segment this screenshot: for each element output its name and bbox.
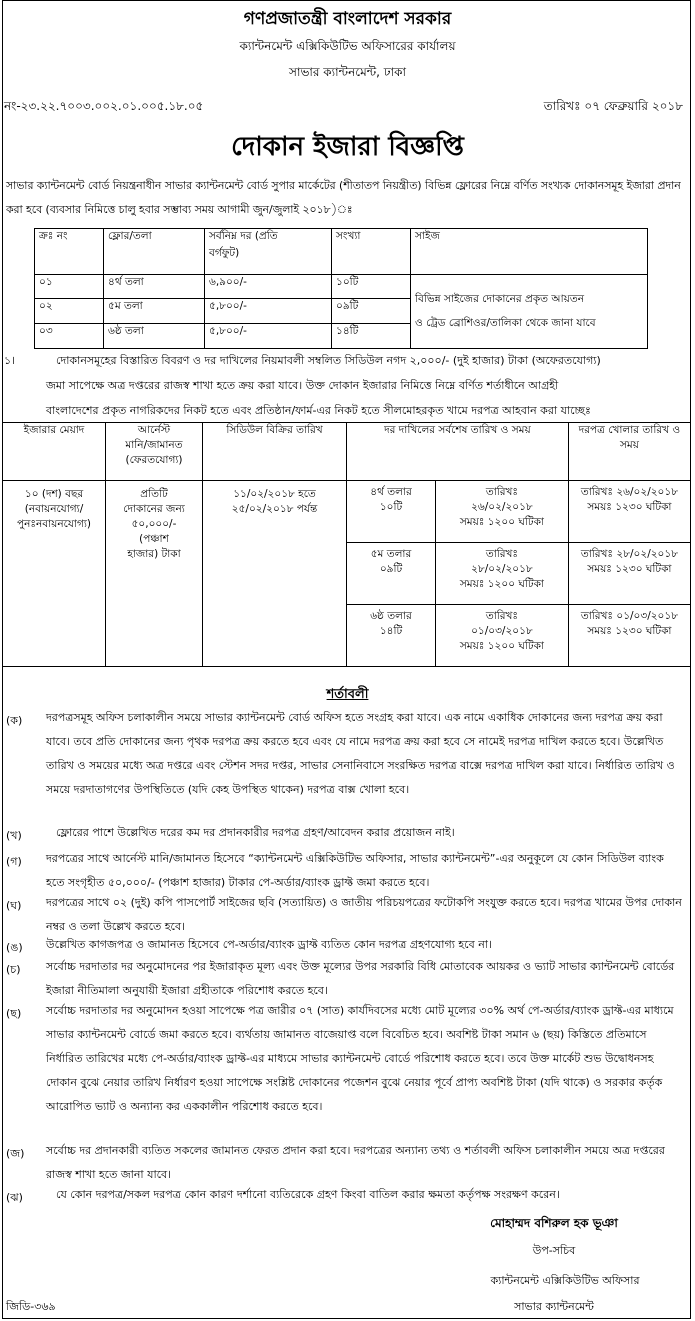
t2-open: তারিখঃ ২৮/০২/২০১৮ সময়ঃ ১২৩০ ঘটিকা [568,543,690,605]
term-text: ফ্লোরের পাশে উল্লেখিত দরের কম দর প্রদানকারীর দরপত্র গ্রহণ/আবেদন করার প্রয়োজন নাই। [56,826,455,839]
t2-open: তারিখঃ ২৬/০২/২০১৮ সময়ঃ ১২৩০ ঘটিকা [568,481,690,543]
term-label: (ছ) [6,1007,22,1020]
notice-title: দোকান ইজারা বিজ্ঞপ্তি [231,132,464,162]
t1-header-size: সাইজ [411,229,648,275]
t2-period: ১০ (দশ) বছর (নবায়নযোগ্য/ পুনঃনবায়নযোগ্য) [3,481,106,667]
t2-open: তারিখঃ ০১/০৩/২০১৮ সময়ঃ ১২৩০ ঘটিকা [568,605,690,667]
term-label: (জ) [6,1147,25,1160]
term-text: উল্লেখিত কাগজপত্র ও জামানত হিসেবে পে-অর্ডার/ব্যাংক ড্রাফ্ট ব্যতিত কোন দরপত্র গ্রহণযোগ্য হবে না। [46,938,492,951]
term-text: যে কোন দরপত্র/সকল দরপত্র কোন কারণ দর্শানো ব্যতিরেকে গ্রহণ কিংবা বাতিল করার ক্ষমতা কর্তৃপক্ষ সংরক্ষণ করেন। [56,1188,560,1201]
t1-floor: ৬ষ্ঠ তলা [104,324,205,349]
term-text: সর্বোচ্চ দরদাতার দর অনুমোদন হওয়া সাপেক্ষে পত্র জারীর ০৭ (সাত) কার্যদিবসের মধ্যে মোট মূল্যের ৩০% অর্থ পে-অর্ডার/ব্যাংক ড্রাফ্ট-এর মাধ্যমে সাভার ক্যান্টনমেন্ট বোর্ডে জমা করতে হবে। ব্যর্থতায় জামানত বাজেয়াপ্ত বলে বিবেচিত হবে। অবশিষ্ট টাকা সমান ৬ (ছয়) কিস্তিতে প্রতিমাসে নির্ধারিত তারিখের মধ্যে পে-অর্ডার/ব্যাংক ড্রাফ্ট-এর মাধ্যমে সাভার ক্যান্টনমেন্ট বোর্ডে পরিশোধ করতে হবে। তবে উক্ত মার্কেট শুভ উদ্বোধনসহ দোকান বুঝে নেয়ার তারিখ নির্ধারণ হওয়া সাপেক্ষে সংশ্লিষ্ট দোকানের পজেশন বুঝে নেয়ার পূর্বে প্রাপ্য অবশিষ্ট টাকা (যদি থাকে) ও সরকার কর্তৃক আরোপিত ভ্যাট ও অন্যান্য কর এককালীন পরিশোধ করতে হবে। [46,1004,674,1113]
term-label: (ক) [6,714,23,727]
notice-date: তারিখঃ ০৭ ফেব্রুয়ারি ২০১৮ [543,99,683,113]
t1-floor: ৫ম তলা [104,299,205,324]
t1-header-floor: ফ্লোর/তলা [104,229,205,275]
table-row [3,481,691,543]
t2-submit: তারিখঃ ২৮/০২/২০১৮ সময়ঃ ১২০০ ঘটিকা [436,543,569,605]
t2-header-sale: সিডিউল বিক্রির তারিখ [203,423,347,481]
t2-floor: ৪র্থ তলার ১০টি [347,481,436,543]
term-label: (ঙ) [6,941,23,954]
t2-header-submit: দর দাখিলের সর্বশেষ তারিখ ও সময় [347,423,569,481]
t1-rate: ৫,৮০০/- [205,324,332,349]
gd-number: জিডি-৩৬৯ [6,1300,56,1313]
t1-sl: ০৩ [35,324,104,349]
term-label: (ঝ) [6,1191,23,1204]
terms-title: শর্তাবলী [326,687,369,702]
office-location: সাভার ক্যান্টনমেন্ট, ঢাকা [289,65,406,79]
t2-submit: তারিখঃ ২৬/০২/২০১৮ সময়ঃ ১২০০ ঘটিকা [436,481,569,543]
office-name: ক্যান্টনমেন্ট এক্সিকিউটিভ অফিসারের কার্যালয় [239,39,456,53]
t1-count: ১০টি [332,274,411,299]
t1-rate: ৫,৮০০/- [205,299,332,324]
t1-sl: ০২ [35,299,104,324]
signatory-designation: উপ-সচিব [532,1244,576,1257]
t2-floor: ৬ষ্ঠ তলার ১৪টি [347,605,436,667]
term-text: সর্বোচ্চ দরদাতার দর অনুমোদনের পর ইজারাকৃত মূল্য এবং উক্ত মূল্যের উপর সরকারি বিধি মোতাবেক আয়কর ও ভ্যাট সাভার ক্যান্টনমেন্ট বোর্ডের ইজারা নীতিমালা অনুযায়ী ইজারা গ্রহীতাকে পরিশোধ করতে হবে। [46,960,675,997]
point-1-line: জমা সাপেক্ষে অত্র দপ্তরের রাজস্ব শাখা হতে ক্রয় করা যাবে। উক্ত দোকান ইজারার নিমিত্তে নিম্নে বর্ণিত শর্তাধীনে আগ্রহী [46,379,559,392]
reference-number: নং-২৩.২২.৭০০৩.০০২.০১.০০৫.১৮.০৫ [4,99,204,113]
shop-rate-table [34,228,648,349]
t1-header-count: সংখ্যা [332,229,411,275]
term-label: (চ) [6,963,21,976]
term-text: দরপত্রের সাথে ০২ (দুই) কপি পাসপোর্ট সাইজের ছবি (সত্যায়িত) ও জাতীয় পরিচয়পত্রের ফটোকপি সংযুক্ত করতে হবে। দরপত্র খামের উপর দোকান নম্বর ও তলা উল্লেখ করতে হবে। [46,896,682,933]
signatory-place: সাভার ক্যান্টনমেন্ট [514,1300,594,1313]
t2-floor: ৫ম তলার ০৯টি [347,543,436,605]
t1-count: ০৯টি [332,299,411,324]
t2-header-money: আর্নেস্ট মানি/জামানত (ফেরতযোগ্য) [106,423,203,481]
term-text: সর্বোচ্চ দর প্রদানকারী ব্যতিত সকলের জামানত ফেরত প্রদান করা হবে। দরপত্রের অন্যান্য তথ্য ও শর্তাবলী অফিস চলাকালীন সময়ে অত্র দপ্তরের রাজস্ব শাখা হতে জানা যাবে। [46,1144,665,1181]
t1-size-note: বিভিন্ন সাইজের দোকানের প্রকৃত আয়তন ও ট্রেড ব্রোশিওর/তালিকা থেকে জানা যাবে [411,274,648,348]
t2-header-period: ইজারার মেয়াদ [3,423,106,481]
t1-sl: ০১ [35,274,104,299]
t2-earnest-money: প্রতিটি দোকানের জন্য ৫০,০০০/- (পঞ্চাশ হাজার) টাকা [106,481,203,667]
t1-count: ১৪টি [332,324,411,349]
table-row [35,274,648,299]
tender-schedule-table [2,422,691,667]
term-label: (ঘ) [6,899,22,912]
t2-submit: তারিখঃ ০১/০৩/২০১৮ সময়ঃ ১২০০ ঘটিকা [436,605,569,667]
term-label: (খ) [6,829,22,842]
government-title: গণপ্রজাতন্ত্রী বাংলাদেশ সরকার [243,9,452,29]
t2-header-open: দরপত্র খোলার তারিখ ও সময় [568,423,690,481]
term-text: দরপত্রের সাথে আর্নেস্ট মানি/জামানত হিসেবে “ক্যান্টনমেন্ট এক্সিকিউটিভ অফিসার, সাভার ক্যান্টনমেন্ট”-এর অনুকূলে যে কোন সিডিউল ব্যাংক হতে সংগৃহীত ৫০,০০০/- (পঞ্চাশ হাজার) টাকার পে-অর্ডার/ব্যাংক ড্রাফ্ট জমা করতে হবে। [46,852,664,889]
t1-header-sl: ক্রঃ নং [35,229,104,275]
signatory-title: ক্যান্টনমেন্ট এক্সিকিউটিভ অফিসার [490,1274,640,1287]
point-1-number: ১। [4,354,16,367]
t2-sale-dates: ১১/০২/২০১৮ হতে ২৫/০২/২০১৮ পর্যন্ত [203,481,347,667]
term-label: (গ) [6,855,22,868]
point-1-line: বাংলাদেশের প্রকৃত নাগরিকদের নিকট হতে এবং প্রতিষ্ঠান/ফার্ম-এর নিকট হতে সীলমোহরকৃত খামে দরপত্র আহবান করা যাচ্ছেঃ [46,404,591,417]
intro-paragraph: সাভার ক্যান্টনমেন্ট বোর্ড নিয়ন্ত্রনাধীন সাভার ক্যান্টনমেন্ট বোর্ড সুপার মার্কেটের (শীতাতপ নিয়ন্ত্রীত) বিভিন্ন ফ্লোরের নিম্নে বর্ণিত সংখ্যক দোকানসমূহ ইজারা প্রদান করা হবে (ব্যবসার নিমিত্তে চালু হবার সম্ভাব্য সময় আগামী জুন/জুলাই ২০১৮)ঃ [6,179,681,216]
point-1-line: দোকানসমূহের বিস্তারিত বিবরণ ও দর দাখিলের নিয়মাবলী সম্বলিত সিডিউল নগদ ২,০০০/- (দুই হাজার) টাকা (অফেরতযোগ্য) [56,354,601,367]
term-text: দরপত্রসমূহ অফিস চলাকালীন সময়ে সাভার ক্যান্টনমেন্ট বোর্ড অফিস হতে সংগ্রহ করা যাবে। এক নামে একাধিক দোকানের জন্য দরপত্র ক্রয় করা যাবে। তবে প্রতি দোকানের জন্য পৃথক দরপত্র ক্রয় করতে হবে এবং যে নামে দরপত্র ক্রয় করা হবে সে নামেই দরপত্র দাখিল করতে হবে। উল্লেখিত তারিখ ও সময়ের মধ্যে অত্র দপ্তরে এবং স্টেশন সদর দপ্তর, সাভার সেনানিবাসে সংরক্ষিত দরপত্র বাক্সে দরপত্র দাখিল করা যাবে। নির্ধারিত তারিখ ও সময়ে দরদাতাগণের উপস্থিতিতে (যদি কেহ উপস্থিত থাকেন) দরপত্র বাক্স খোলা হবে। [46,711,675,796]
t1-floor: ৪র্থ তলা [104,274,205,299]
t1-header-rate: সর্বনিম্ন দর (প্রতি বর্গফুট) [205,229,332,275]
t1-rate: ৬,৯০০/- [205,274,332,299]
signatory-name: মোহাম্মদ বশিরুল হক ভূঞা [490,1216,618,1230]
